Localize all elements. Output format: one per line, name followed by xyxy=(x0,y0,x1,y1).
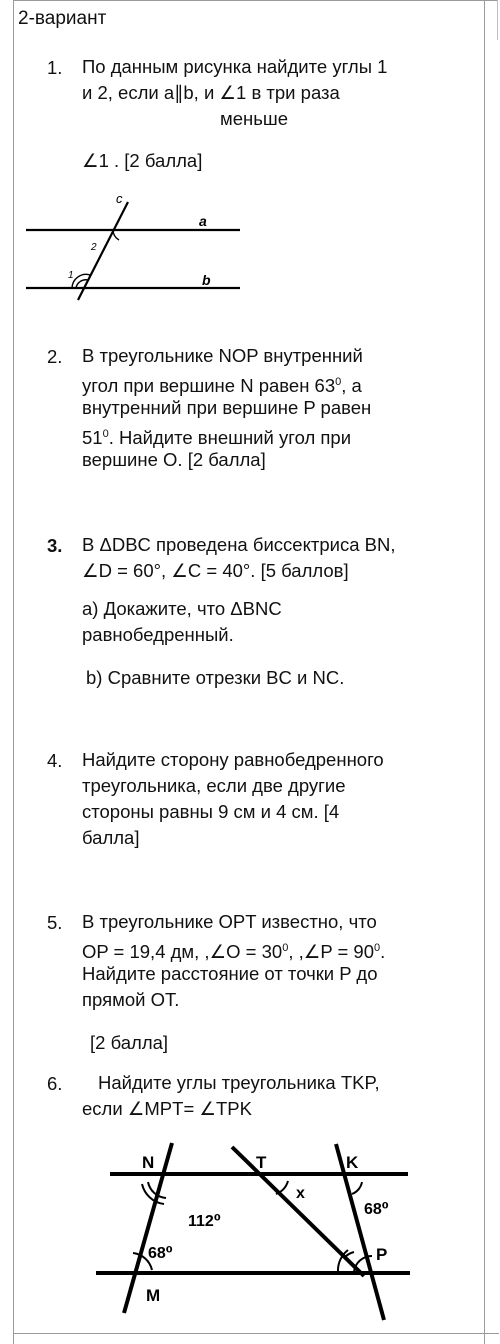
fig6-label-M: M xyxy=(146,1286,161,1305)
fig1-label-2: 2 xyxy=(91,242,97,253)
task-2-line-1: В треугольнике NOP внутренний xyxy=(82,345,363,366)
task-2-line-2-text: угол при вершине N равен 63 xyxy=(82,375,336,397)
task-2-line-3: внутренний при вершине P равен xyxy=(82,397,372,418)
degree-mark: 0 xyxy=(282,942,289,954)
task-5-text xyxy=(82,909,427,1013)
task-6-text xyxy=(82,1070,427,1122)
task-5-line-3: Найдите расстояние от точки P до xyxy=(82,963,378,984)
task-5-line-1: В треугольнике OPT известно, что xyxy=(82,911,377,932)
task-4-line-1: Найдите сторону равнобедренного xyxy=(82,749,384,770)
task-4-line-3: стороны равны 9 см и 4 см. [4 xyxy=(82,801,340,822)
task-6-figure xyxy=(90,1138,420,1328)
task-1-figure xyxy=(20,188,250,303)
task-2-line-4-tail: . Найдите внешний угол при xyxy=(108,427,352,449)
task-1-line-2: и 2, если a∥b, и ∠1 в три раза xyxy=(82,82,340,103)
task-1-text xyxy=(82,54,427,132)
fig6-label-112: 112⁰ xyxy=(188,1213,221,1230)
task-3-line-3: a) Докажите, что ΔBNC xyxy=(82,598,282,619)
task-2-text xyxy=(82,343,427,473)
degree-mark: 0 xyxy=(335,376,342,388)
task-3-line-2: ∠D = 60°, ∠C = 40°. [5 баллов] xyxy=(82,560,349,581)
task-4-text xyxy=(82,747,427,851)
right-border-stub xyxy=(497,0,498,40)
fig1-label-c: c xyxy=(116,191,123,206)
task-2-line-4 xyxy=(82,421,427,447)
fig6-label-68-left: 68⁰ xyxy=(148,1245,173,1262)
task-4-line-4: балла] xyxy=(82,827,140,848)
task-5-points: [2 балла] xyxy=(90,1032,169,1053)
fig1-label-1: 1 xyxy=(68,270,74,281)
task-5-line-4: прямой OT. xyxy=(82,989,180,1010)
fig1-label-b: b xyxy=(202,272,211,288)
fig6-label-68-right: 68⁰ xyxy=(364,1201,389,1218)
task-2-line-2 xyxy=(82,369,427,395)
top-border xyxy=(13,0,498,1)
task-5-line-2-a: OP = 19,4 дм, ,∠O = 30 xyxy=(82,941,283,963)
task-3-number: 3. xyxy=(47,535,63,556)
fig6-label-N: N xyxy=(142,1153,155,1172)
task-4-line-2: треугольника, если две другие xyxy=(82,775,346,796)
task-6-line-2: если ∠MPT= ∠TPK xyxy=(82,1098,252,1119)
degree-mark: 0 xyxy=(102,428,109,440)
degree-mark: 0 xyxy=(374,942,381,954)
task-3-part-a xyxy=(82,596,427,648)
task-1-points: ∠1 . [2 балла] xyxy=(82,150,203,171)
task-5-line-2: OP = 19,4 дм, ,∠O = $30^0$, ,∠P = $90^0$. xyxy=(82,941,386,963)
task-3-text xyxy=(82,532,427,584)
task-2-line-4-text: 51 xyxy=(82,427,103,449)
fig6-label-P: P xyxy=(376,1245,388,1264)
fig6-label-x: x xyxy=(296,1185,305,1202)
task-3-part-b: b) Сравните отрезки BC и NC. xyxy=(86,667,345,688)
bottom-border xyxy=(13,1333,499,1334)
task-1-line-3: меньше xyxy=(220,108,288,129)
variant-title: 2-вариант xyxy=(18,8,107,29)
task-6-number: 6. xyxy=(47,1073,63,1094)
task-6-line-1: Найдите углы треугольника TKP, xyxy=(98,1072,380,1093)
fig1-label-a: a xyxy=(199,213,207,229)
task-5-line-2-b: , ,∠P = 90 xyxy=(288,941,374,963)
task-1-number: 1. xyxy=(47,57,63,78)
task-2-line-5: вершине O. [2 балла] xyxy=(82,449,266,470)
task-2-line-2-tail: , а xyxy=(341,375,362,397)
fig6-label-K: K xyxy=(346,1153,359,1172)
task-1-line-1: По данным рисунка найдите углы 1 xyxy=(82,56,388,77)
task-3-line-1: В ΔDBC проведена биссектриса BN, xyxy=(82,534,396,555)
task-3-line-4: равнобедренный. xyxy=(82,624,234,645)
task-2-number: 2. xyxy=(47,346,63,367)
task-4-number: 4. xyxy=(47,750,63,771)
task-5-number: 5. xyxy=(47,912,63,933)
fig6-label-T: T xyxy=(256,1153,267,1172)
